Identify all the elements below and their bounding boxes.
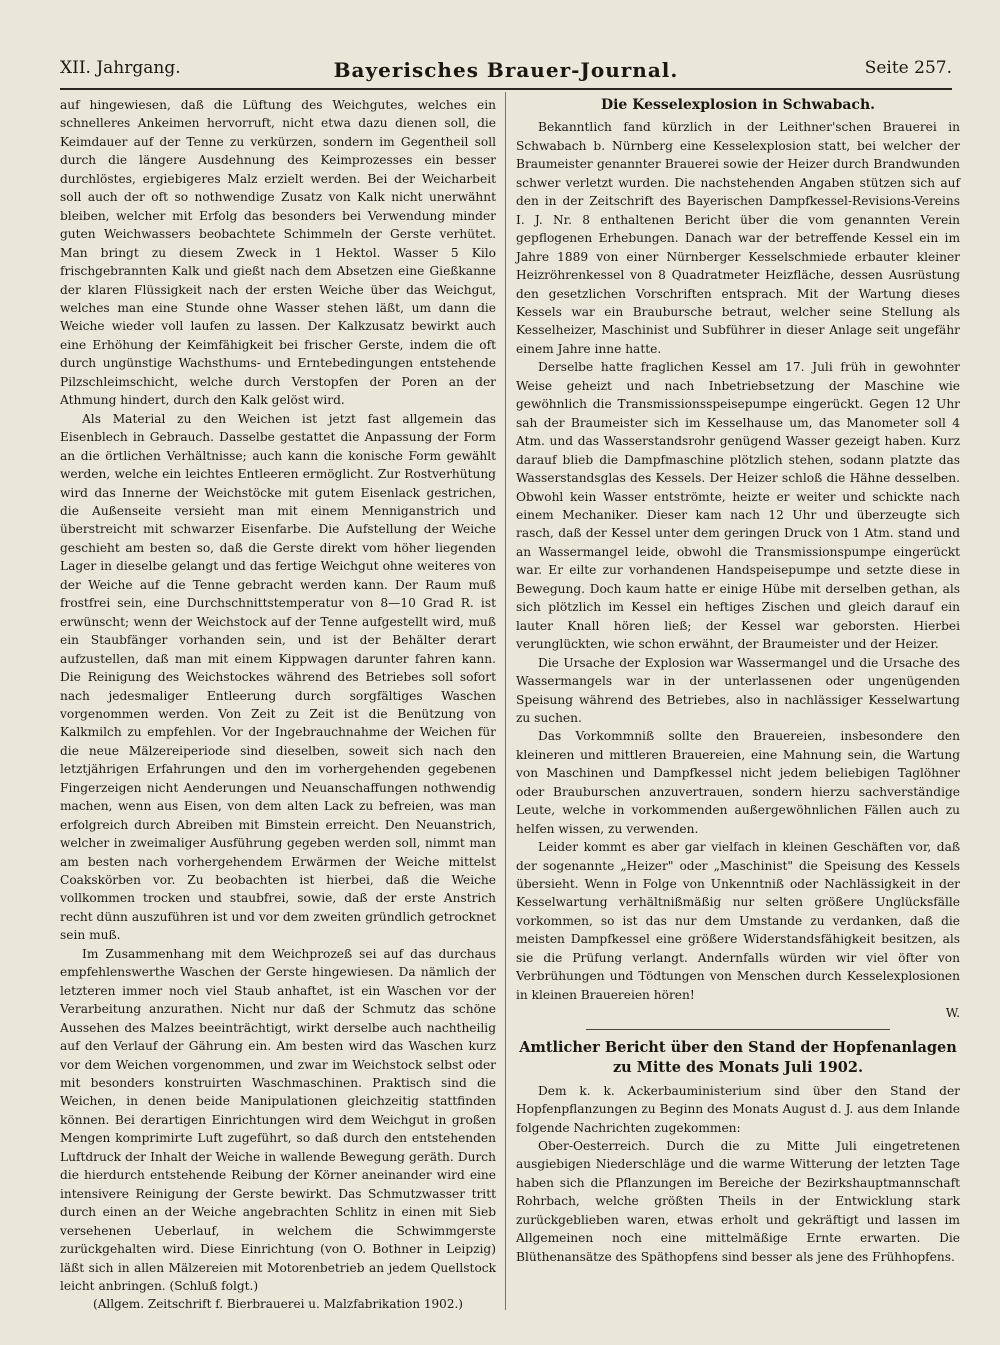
article-title-kesselexplosion: Die Kesselexplosion in Schwabach. <box>600 97 876 113</box>
source-citation: (Allgem. Zeitschrift f. Bierbrauerei u. Malzfabrikation 1902.) <box>93 1297 463 1312</box>
header-rule <box>60 88 952 90</box>
article-separator <box>586 1029 890 1030</box>
page-header <box>60 58 952 86</box>
article2-paragraph-1: Dem k. k. Ackerbauministerium sind über den Stand der Hopfenpflanzungen zu Beginn des Monats August d. J. aus dem Inlande folgende Nachrichten zugekommen: <box>516 1083 960 1135</box>
page-number: Seite 257. <box>864 58 952 78</box>
right-column <box>516 96 960 1266</box>
left-column <box>60 96 496 1314</box>
article1-paragraph-1: Bekanntlich fand kürzlich in der Leithner'schen Brauerei in Schwabach b. Nürnberg eine Kesselexplosion statt, bei welcher der Braumeister genannter Brauerei sowie der Heizer durch Brandwunden schwer verletzt wurden. Die nachstehenden Angaben stützen sich auf den in der Zeitschrift des Bayerischen Dampfkessel-Revisions-Vereins I. J. Nr. 8 enthaltenen Bericht über die vom genannten Verein gepflogenen Erhebungen. Danach war der betreffende Kessel ein im Jahre 1889 von einer Nürnberger Kesselschmiede erbauter kleiner Heizröhrenkessel von 8 Quadratmeter Heizfläche, dessen Ausrüstung den gesetzlichen Vorschriften entsprach. Mit der Wartung dieses Kessels war ein Braubursche betraut, welcher seine Stellung als Kesselheizer, Maschinist und Subführer in dieser Anlage seit ungefähr einem Jahre inne hatte. <box>516 120 960 356</box>
left-paragraph-1: auf hingewiesen, daß die Lüftung des Weichgutes, welches ein schnelleres Ankeimen hervorruft, nicht etwa dazu dienen soll, die Keimdauer auf der Tenne zu verkürzen, sondern im Gegentheil soll durch die längere Ausdehnung des Keimprozesses ein besser durchlöstes, ergiebigeres Malz erzielt werden. Bei der Weicharbeit soll auch der oft so nothwendige Zusatz von Kalk nicht unerwähnt bleiben, welcher mit Erfolg das besonders bei Verwendung minder guten Weichwassers beobachtete Schimmeln der Gerste verhütet. Man bringt zu diesem Zweck in 1 Hektol. Wasser 5 Kilo frischgebrannten Kalk und gießt nach dem Absetzen eine Gießkanne der klaren Flüssigkeit nach der ersten Weiche über das Weichgut, welches man eine Stunde ohne Wasser stehen läßt, um dann die Weiche wieder voll laufen zu lassen. Der Kalkzusatz bewirkt auch eine Erhöhung der Keimfähigkeit bei frischer Gerste, indem die oft durch ungünstige Wachsthums- und Erntebedingungen entstehende Pilzschleimschicht, welche durch Verstopfen der Poren an der Athmung hindert, durch den Kalk gelöst wird. <box>60 98 496 408</box>
article1-paragraph-2: Derselbe hatte fraglichen Kessel am 17. Juli früh in gewohnter Weise geheizt und nach Inbetriebsetzung der Maschine wie gewöhnlich die Transmissionsspeisepumpe eingerückt. Gegen 12 Uhr sah der Braumeister sich im Kesselhause um, das Manometer soll 4 Atm. und das Wasserstandsrohr genügend Wasser gezeigt haben. Kurz darauf blieb die Dampfmaschine plötzlich stehen, sodann platzte das Wasserstandsglas des Kessels. Der Heizer schloß die Hähne desselben. Obwohl kein Wasser entströmte, heizte er weiter und schickte nach einem Mechaniker. Dieser kam nach 12 Uhr und überzeugte sich rasch, daß der Kessel unter dem geringen Druck von 1 Atm. stand und an Wassermangel leide, obwohl die Transmissionspumpe eingerückt war. Er eilte zur vorhandenen Handspeisepumpe und setzte diese in Bewegung. Doch kaum hatte er einige Hübe mit derselben gethan, als sich plötzlich im Kessel ein heftiges Zischen und gleich darauf ein lauter Knall hören ließ; der Kessel war geborsten. Hierbei verunglückten, wie schon erwähnt, der Braumeister und der Heizer. <box>516 360 960 652</box>
article1-signature: W. <box>945 1006 960 1021</box>
article2-paragraph-2: Ober-Oesterreich. Durch die zu Mitte Juli eingetretenen ausgiebigen Niederschläge und die warme Witterung der letzten Tage haben sich die Pflanzungen im Bereiche der Bezirkshauptmannschaft Rohrbach, welche größten Theils in der Entwicklung stark zurückgeblieben waren, etwas erholt und gekräftigt und lassen im Allgemeinen noch eine mittelmäßige Ernte erwarten. Die Blüthenansätze des Späthopfens sind besser als jene des Frühhopfens. <box>516 1139 960 1264</box>
left-paragraph-3: Im Zusammenhang mit dem Weichprozeß sei auf das durchaus empfehlenswerthe Waschen der Gerste hingewiesen. Da nämlich der letzteren immer noch viel Staub anhaftet, ist ein Waschen vor der Verarbeitung anzurathen. Nicht nur daß der Schmutz das schöne Aussehen des Malzes beeinträchtigt, wirkt derselbe auch nachtheilig auf den Verlauf der Gährung ein. Am besten wird das Waschen kurz vor dem Weichen vorgenommen, und zwar im Weichstock selbst oder mit besonders konstruirten Waschmaschinen. Praktisch sind die Weichen, in denen beide Manipulationen gleichzeitig stattfinden können. Bei derartigen Einrichtungen wird dem Weichgut in großen Mengen komprimirte Luft zugeführt, so daß durch den entstehenden Luftdruck der Inhalt der Weiche in wallende Bewegung geräth. Durch die hierdurch entstehende Reibung der Körner aneinander wird eine intensivere Reinigung der Gerste bewirkt. Das Schmutzwasser tritt durch einen an der Weiche angebrachten Schlitz in einen mit Sieb versehenen Ueberlauf, in welchem die Schwimmgerste zurückgehalten wird. Diese Einrichtung (von O. Bothner in Leipzig) läßt sich in allen Mälzereien mit Motorenbetrieb an jedem Quellstock leicht anbringen. (Schluß folgt.) <box>60 946 496 1293</box>
volume-label: XII. Jahrgang. <box>60 58 181 78</box>
journal-title: Bayerisches Brauer-Journal. <box>333 58 679 82</box>
column-divider <box>505 92 506 1310</box>
article1-paragraph-3: Die Ursache der Explosion war Wassermangel und die Ursache des Wassermangels war in der unterlassenen oder ungenügenden Speisung während des Betriebes, also in nachlässiger Kesselwartung zu suchen. <box>516 655 960 725</box>
article1-paragraph-5: Leider kommt es aber gar vielfach in kleinen Geschäften vor, daß der sogenannte „Heizer" oder „Maschinist" die Speisung des Kessels übersieht. Wenn in Folge von Unkenntniß oder Nachlässigkeit in der Kesselwartung verhältnißmäßig nur selten größere Unglücksfälle vorkommen, so ist das nur dem Umstande zu verdanken, daß die meisten Dampfkessel eine größere Widerstandsfähigkeit besitzen, als sie die Prüfung verlangt. Andernfalls würden wir viel öfter von Verbrühungen und Tödtungen von Menschen durch Kesselexplosionen in kleinen Brauereien hören! <box>516 840 960 1002</box>
left-paragraph-2: Als Material zu den Weichen ist jetzt fast allgemein das Eisenblech in Gebrauch. Dasselbe gestattet die Anpassung der Form an die örtlichen Verhältnisse; auch kann die konische Form gewählt werden, welche ein leichtes Entleeren ermöglicht. Zur Rostverhütung wird das Innerne der Weichstöcke mit gutem Eisenlack gestrichen, die Außenseite versieht man mit einem Menniganstrich und überstreicht mit schwarzer Eisenfarbe. Die Aufstellung der Weiche geschieht am besten so, daß die Gerste direkt vom höher liegenden Lager in dieselbe gelangt und das fertige Weichgut ohne weiteres von der Weiche auf die Tenne gebracht werden kann. Der Raum muß frostfrei sein, eine Durchschnittstemperatur von 8—10 Grad R. ist erwünscht; wenn der Weichstock auf der Tenne aufgestellt wird, muß ein Staubfänger vorhanden sein, und ist der Behälter derart aufzustellen, daß man mit einem Kippwagen darunter fahren kann. Die Reinigung des Weichstockes während des Betriebes soll sofort nach jedesmaliger Entleerung durch sorgfältiges Waschen vorgenommen werden. Von Zeit zu Zeit ist die Benützung von Kalkmilch zu empfehlen. Vor der Ingebrauchnahme der Weichen für die neue Mälzereiperiode sind dieselben, soweit sich nach den letztjährigen Erfahrungen und den im vorhergehenden gegebenen Fingerzeigen nicht Aenderungen und Neuanschaffungen nothwendig machen, wenn aus Eisen, von dem alten Lack zu befreien, was man erfolgreich durch Abreiben mit Bimstein erreicht. Den Neuanstrich, welcher in zweimaliger Ausführung gegeben werden soll, nimmt man am besten nach vorhergehendem Erwärmen der Weiche mittelst Coakskörben vor. Zu beobachten ist hierbei, daß die Weiche vollkommen trocken und staubfrei, sowie, daß der erste Anstrich recht dünn auszuführen ist und vor dem zweiten gründlich getrocknet sein muß. <box>60 411 496 943</box>
article1-paragraph-4: Das Vorkommniß sollte den Brauereien, insbesondere den kleineren und mittleren Brauereien, eine Mahnung sein, die Wartung von Maschinen und Dampfkessel nicht jedem beliebigen Taglöhner oder Brauburschen anzuvertrauen, sondern hierzu sachverständige Leute, welche in vorkommenden außergewöhnlichen Fällen auch zu helfen wissen, zu verwenden. <box>516 729 960 836</box>
article-title-hopfenbericht: Amtlicher Bericht über den Stand der Hopfenanlagen zu Mitte des Monats Juli 1902. <box>519 1038 957 1076</box>
